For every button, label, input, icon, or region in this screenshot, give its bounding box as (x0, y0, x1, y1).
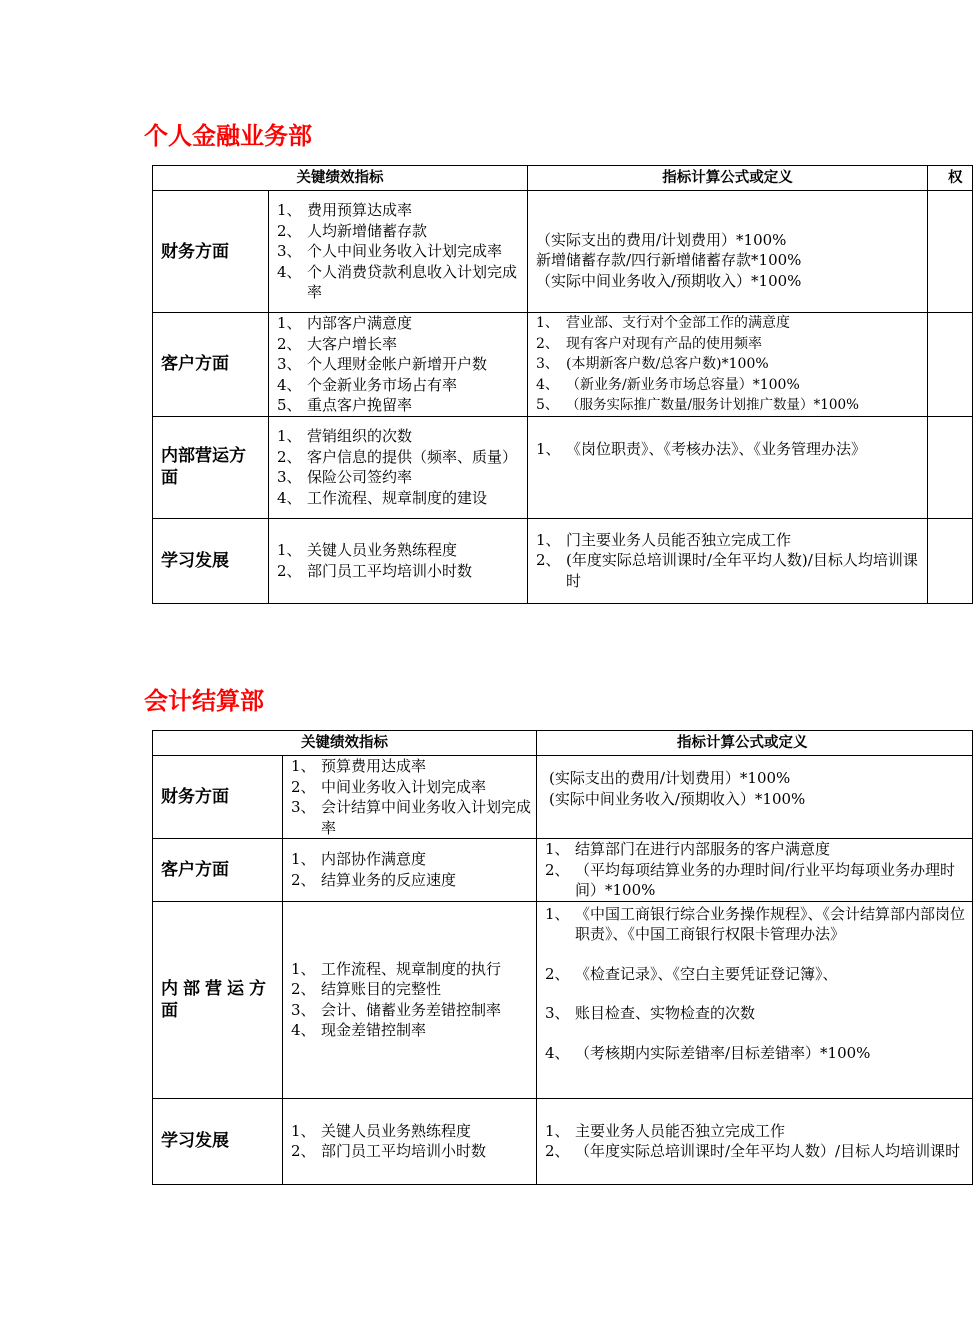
kpi-item: 1、 关键人员业务熟练程度 (291, 1121, 472, 1140)
weight-cell (928, 416, 973, 518)
kpi-list-finance (283, 756, 537, 839)
kpi-item: 1、 内部协作满意度 (291, 850, 427, 869)
kpi-item: 2、 部门员工平均培训小时数 (291, 1142, 487, 1160)
formula-item: （实际中间业务收入/预期收入）*100% (536, 271, 802, 290)
category-customer: 客户方面 (153, 839, 283, 902)
section-title-personal-finance: 个人金融业务部 (144, 122, 312, 150)
kpi-item: 1、 内部客户满意度 (277, 314, 413, 332)
category-learning: 学习发展 (153, 518, 269, 603)
kpi-item: 3、 个人中间业务收入计划完成率 (277, 242, 503, 261)
kpi-item: 2、 中间业务收入计划完成率 (291, 777, 487, 796)
formula-list-internal-ops (537, 901, 973, 1098)
formula-item: 2、 （平均每项结算业务的办理时间/行业平均每项业务办理时间）*100% (545, 860, 956, 899)
formula-item: 1、 主要业务人员能否独立完成工作 (545, 1121, 786, 1140)
formula-item: 1、 《中国工商银行综合业务操作规程》、《会计结算部内部岗位职责》、《中国工商银行权限卡管理办法》 (545, 904, 966, 943)
kpi-list-learning (283, 1098, 537, 1184)
kpi-item: 3、 保险公司签约率 (277, 468, 413, 486)
kpi-list-customer (269, 313, 528, 417)
formula-item: 1、 结算部门在进行内部服务的客户满意度 (545, 840, 831, 858)
formula-item: （实际支出的费用/计划费用）*100% (536, 230, 787, 249)
kpi-item: 2、 大客户增长率 (277, 334, 398, 353)
kpi-item: 5、 重点客户挽留率 (277, 396, 413, 414)
formula-list-learning (528, 518, 928, 603)
kpi-item: 3、 会计、储蓄业务差错控制率 (291, 1000, 502, 1019)
kpi-table-accounting (152, 730, 973, 1185)
category-internal-ops: 内部营运方面 (153, 901, 283, 1098)
kpi-list-finance (269, 191, 528, 313)
formula-item: 2、 《检查记录》、《空白主要凭证登记簿》、 (545, 964, 838, 983)
formula-item: 2、 (年度实际总培训课时/全年平均人数)/目标人均培训课时 (536, 551, 918, 590)
kpi-list-customer (283, 839, 537, 902)
kpi-item: 4、 个人消费贷款利息收入计划完成率 (277, 262, 518, 302)
kpi-item: 2、 人均新增储蓄存款 (277, 221, 428, 240)
category-internal-ops: 内部营运方面 (153, 416, 269, 518)
kpi-item: 1、 营销组织的次数 (277, 427, 413, 445)
kpi-item: 1、 关键人员业务熟练程度 (277, 541, 458, 559)
formula-item: (实际支出的费用/计划费用）*100% (549, 769, 791, 787)
formula-item: 3、 账目检查、实物检查的次数 (545, 1004, 756, 1022)
weight-cell (928, 191, 973, 313)
category-customer: 客户方面 (153, 313, 269, 417)
kpi-item: 2、 结算账目的完整性 (291, 980, 442, 998)
kpi-item: 1、 工作流程、规章制度的执行 (291, 959, 502, 978)
formula-list-customer (528, 313, 928, 417)
header-weight: 权 (928, 166, 973, 191)
kpi-list-learning (269, 518, 528, 603)
kpi-item: 4、 工作流程、规章制度的建设 (277, 488, 488, 507)
header-kpi: 关键绩效指标 (153, 166, 528, 191)
category-finance: 财务方面 (153, 756, 283, 839)
kpi-item: 4、 个金新业务市场占有率 (277, 375, 458, 394)
formula-item: 2、 （年度实际总培训课时/全年平均人数）/目标人均培训课时 (545, 1142, 961, 1160)
formula-item: 新增储蓄存款/四行新增储蓄存款*100% (536, 251, 802, 270)
kpi-item: 2、 部门员工平均培训小时数 (277, 561, 473, 580)
weight-cell (928, 518, 973, 603)
formula-item: 4、 （新业务/新业务市场总容量）*100% (536, 376, 800, 393)
kpi-list-internal-ops (283, 901, 537, 1098)
header-formula: 指标计算公式或定义 (528, 166, 928, 191)
category-learning: 学习发展 (153, 1098, 283, 1184)
kpi-list-internal-ops (269, 416, 528, 518)
kpi-item: 4、 现金差错控制率 (291, 1021, 427, 1039)
kpi-item: 2、 客户信息的提供（频率、质量） (277, 447, 518, 466)
formula-item: 3、 (本期新客户数/总客户数)*100% (536, 356, 769, 372)
formula-list-internal-ops (528, 416, 928, 518)
kpi-item: 1、 预算费用达成率 (291, 757, 427, 775)
kpi-item: 3、 会计结算中间业务收入计划完成率 (291, 798, 532, 837)
formula-item: 1、 营业部、支行对个金部工作的满意度 (536, 315, 790, 331)
section-title-accounting: 会计结算部 (144, 687, 264, 715)
formula-item: 5、 （服务实际推广数量/服务计划推广数量）*100% (536, 397, 859, 413)
weight-cell (928, 313, 973, 417)
kpi-item: 3、 个人理财金帐户新增开户数 (277, 355, 488, 373)
formula-item: 2、 现有客户对现有产品的使用频率 (536, 335, 762, 352)
kpi-item: 1、 费用预算达成率 (277, 201, 413, 220)
formula-item: 1、 门主要业务人员能否独立完成工作 (536, 530, 792, 549)
formula-item: (实际中间业务收入/预期收入）*100% (549, 789, 806, 808)
category-finance: 财务方面 (153, 191, 269, 313)
kpi-item: 2、 结算业务的反应速度 (291, 870, 457, 889)
formula-list-learning (537, 1098, 973, 1184)
header-formula: 指标计算公式或定义 (537, 731, 973, 756)
formula-list-customer (537, 839, 973, 902)
kpi-table-personal-finance (152, 165, 973, 604)
formula-list-finance (528, 191, 928, 313)
formula-list-finance (537, 756, 973, 839)
header-kpi: 关键绩效指标 (153, 731, 537, 756)
formula-item: 1、 《岗位职责》、《考核办法》、《业务管理办法》 (536, 439, 867, 458)
formula-item: 4、 （考核期内实际差错率/目标差错率）*100% (545, 1043, 871, 1062)
